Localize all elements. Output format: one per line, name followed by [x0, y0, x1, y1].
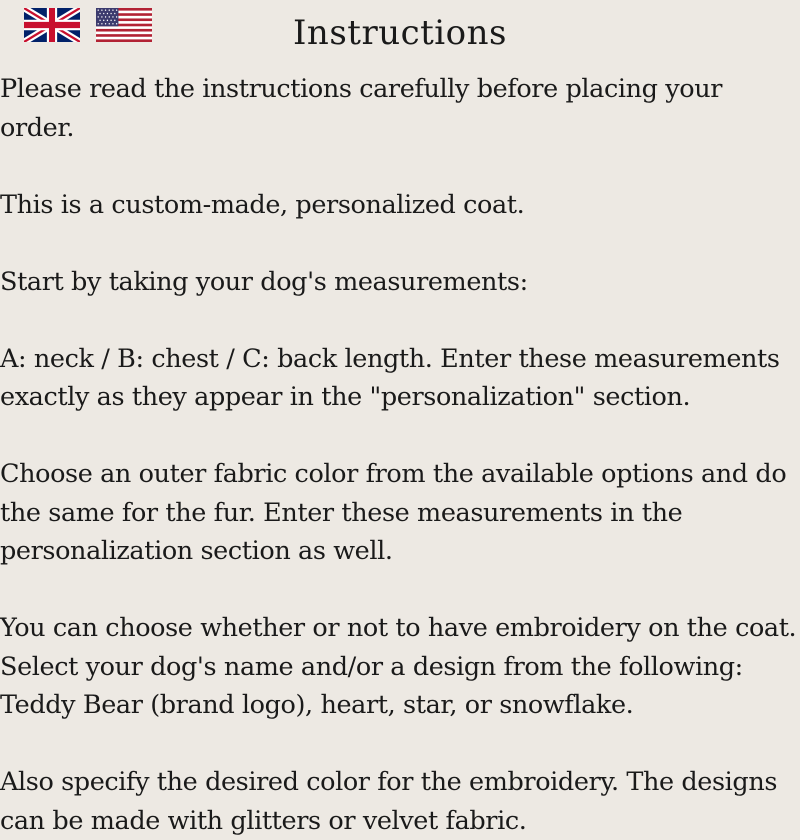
page-title: Instructions: [293, 13, 507, 53]
instruction-paragraph-fabric: Choose an outer fabric color from the available options and do the same for the fur. Enter these measurements in the personalization section as well.: [0, 459, 787, 566]
instruction-paragraph-embroidery-color: Also specify the desired color for the embroidery. The designs can be made with glitters or velvet fabric.: [0, 767, 778, 836]
instruction-paragraph-custom: This is a custom-made, personalized coat.: [0, 189, 525, 220]
instruction-paragraph-measurements: Start by taking your dog's measurements:: [0, 266, 528, 297]
instruction-paragraph-sizes: A: neck / B: chest / C: back length. Enter these measurements exactly as they appear in the "personalization" section.: [0, 343, 780, 412]
instruction-paragraph-intro: Please read the instructions carefully before placing your order.: [0, 74, 723, 143]
instructions-body: [0, 70, 800, 840]
instruction-paragraph-embroidery: You can choose whether or not to have embroidery on the coat. Select your dog's name and/or a design from the following: Teddy Bear (brand logo), heart, star, or snowflake.: [0, 613, 797, 720]
